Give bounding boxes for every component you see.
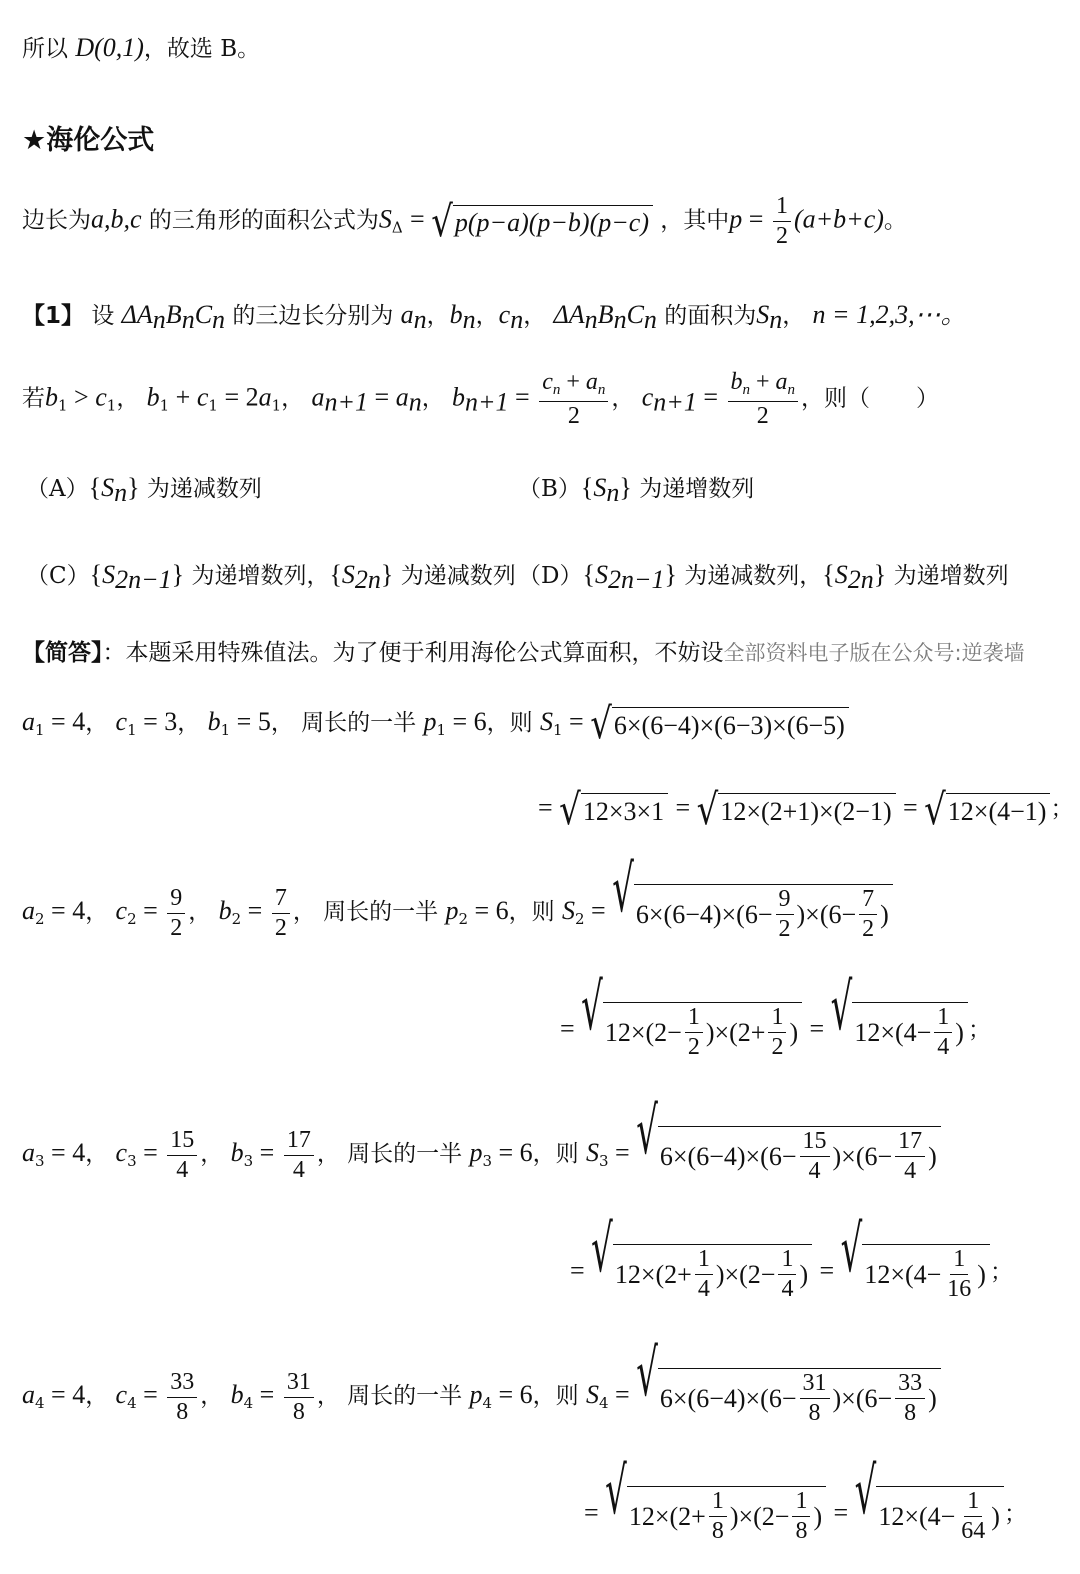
- option-a-text: 为递减数列: [146, 476, 262, 502]
- problem-conditions: 若$b_1 > c_1$， $b_1 + c_1 = 2a_1$， $a_{n+1} = a_n$， $b_{n+1}$ = $\frac{c_n + a_n}{2}$ ， $c_{n+1}$ = $\frac{b_n + a_n}{2}$ ，则（ ）: [22, 369, 940, 429]
- step-3-sqrt-2b: √ 12×(4− $\frac{1}{16}$ ): [841, 1244, 990, 1302]
- step-1-line-1: $a_1 = 4$， $c_1 = 3$， $b_1 = 5$， 周长的一半 $p_1 = 6$，则 $S_1$ = √ 6×(6−4)×(6−3)×(6−5): [22, 704, 849, 741]
- step-2-c-fraction: [167, 886, 185, 941]
- formula-p-expr: (a+b+c): [793, 204, 884, 234]
- step-4-sqrt: √ 6×(6−4)×(6− $\frac{31}{8}$ )×(6− $\frac{33}{8}$ ): [636, 1368, 941, 1426]
- step-1-radicand-2c: 12×(4−1): [946, 793, 1051, 827]
- step-4-c-fraction: [167, 1370, 197, 1425]
- step-4-b-fraction: [284, 1370, 314, 1425]
- step-3-a: 4: [72, 1138, 86, 1168]
- step-2-a: 4: [72, 896, 86, 926]
- step-3-line-1: $a_3 = 4$， $c_3$ = $\frac{15}{4}$ ， $b_3$ = $\frac{17}{4}$ ， 周长的一半 $p_3 = 6$，则 $S_3$ = √ 6×(6−4)×(6− $\frac{15}{4}$ )×(6− $\frac{17}{4}$ ): [22, 1126, 941, 1184]
- step-3-sqrt: √ 6×(6−4)×(6− $\frac{15}{4}$ )×(6− $\frac{17}{4}$ ): [636, 1126, 941, 1184]
- formula-where: ，其中: [660, 207, 730, 234]
- step-1-sqrt-2a: √ 12×3×1: [559, 793, 668, 827]
- step-3-c-fraction: [167, 1128, 197, 1183]
- answer-text: ：本题采用特殊值法。为了便于利用海伦公式算面积，不妨设: [102, 640, 724, 666]
- c-recurrence-fraction: $\frac{b_n + a_n}{2}$: [728, 370, 799, 429]
- step-2-sqrt-2b: √ 12×(4− $\frac{1}{4}$ ): [831, 1002, 968, 1060]
- option-d-text-2: 为递增数列: [893, 563, 1009, 589]
- formula-half-fraction: $\frac{1}{2}$: [773, 194, 791, 249]
- step-3-then: 则: [555, 1141, 579, 1168]
- problem-text-b: 的三边长分别为: [232, 303, 394, 329]
- step-4-line-2: = √ 12×(2+ $\frac{1}{8}$ )×(2− $\frac{1}{8}$ ) = √ 12×(4− $\frac{1}{64}$ ) ；: [584, 1454, 1027, 1545]
- formula-pre: 边长为: [22, 207, 91, 234]
- option-b-text: 为递增数列: [639, 476, 755, 502]
- step-4-sqrt-2a: √ 12×(2+ $\frac{1}{8}$ )×(2− $\frac{1}{8}$ ): [605, 1486, 826, 1544]
- step-2-b-den: 2: [274, 914, 287, 941]
- step-3-c-num: 15: [167, 1128, 197, 1156]
- step-2-sqrt: √ 6×(6−4)×(6− $\frac{9}{2}$ )×(6− $\frac{7}{2}$ ): [612, 884, 893, 942]
- section-heading: ★海伦公式: [22, 125, 155, 156]
- step-1-half: 周长的一半: [301, 710, 417, 736]
- step-3-p: 6: [519, 1138, 533, 1168]
- step-3-line-2: = √ 12×(2+ $\frac{1}{4}$ )×(2− $\frac{1}{4}$ ) = √ 12×(4− $\frac{1}{16}$ ) ；: [570, 1212, 1013, 1303]
- formula-radicand: p(p−a)(p−b)(p−c): [453, 205, 653, 239]
- step-4-a: 4: [72, 1380, 86, 1410]
- step-1-p: 6: [473, 707, 487, 736]
- step-3-c-den: 4: [176, 1156, 189, 1183]
- step-1-sqrt-2b: √ 12×(2+1)×(2−1): [697, 793, 896, 827]
- step-4-half: 周长的一半: [347, 1383, 463, 1410]
- step-3-half: 周长的一半: [347, 1141, 463, 1168]
- option-a-label: （A）: [26, 476, 89, 502]
- problem-statement: 【1】 设 $\Delta A_nB_nC_n$ 的三边长分别为 $a_n$，$b_n$，$c_n$， $\Delta A_nB_nC_n$ 的面积为$S_n$， n = 1,2,3,⋯。: [22, 300, 967, 334]
- problem-text-a: 设: [91, 303, 115, 329]
- option-d[interactable]: $(D)\{S_{2n-1}\}$ 为递减数列，$\{S_{2n}\}$ 为递增数列: [518, 560, 1009, 594]
- step-4-sqrt-2b: √ 12×(4− $\frac{1}{64}$ ): [855, 1486, 1004, 1544]
- step-4-then: 则: [555, 1383, 579, 1410]
- step-3-sqrt-2a: √ 12×(2+ $\frac{1}{4}$ )×(2− $\frac{1}{4}$ ): [591, 1244, 812, 1302]
- step-1-radicand: 6×(6−4)×(6−3)×(6−5): [612, 707, 849, 741]
- step-1-a: 4: [72, 707, 86, 736]
- step-1-b: 5: [257, 707, 271, 736]
- formula-vars: a,b,c: [91, 204, 142, 234]
- step-2-half: 周长的一半: [323, 899, 439, 926]
- watermark-text: 全部资料电子版在公众号:逆袭墙: [723, 641, 1025, 665]
- step-1-c: 3: [164, 707, 178, 736]
- step-4-b-num: 31: [284, 1370, 314, 1398]
- step-4-c-den: 8: [176, 1398, 189, 1425]
- step-3-b-num: 17: [284, 1128, 314, 1156]
- step-3-b-den: 4: [292, 1156, 305, 1183]
- formula-end: 。: [883, 207, 907, 234]
- step-1-radicand-2b: 12×(2+1)×(2−1): [718, 793, 895, 827]
- option-c-text-1: 为递增数列，: [191, 563, 330, 589]
- step-2-p: 6: [495, 896, 509, 926]
- step-2-c-den: 2: [170, 914, 183, 941]
- step-1-sqrt-2c: √ 12×(4−1): [924, 793, 1050, 827]
- intro-line: [22, 30, 260, 63]
- option-d-label: （D）: [518, 563, 583, 589]
- problem-number: 【1】: [22, 303, 85, 329]
- step-1-then: 则: [509, 710, 533, 736]
- problem-n-range: n = 1,2,3,⋯。: [812, 300, 967, 329]
- answer-line: [22, 634, 1025, 667]
- step-4-c-num: 33: [167, 1370, 197, 1398]
- option-a[interactable]: $(A)\{S_n\}$ 为递减数列: [26, 473, 262, 507]
- step-4-b-den: 8: [292, 1398, 305, 1425]
- formula-mid: 的三角形的面积公式为: [148, 207, 379, 234]
- step-1-radicand-2a: 12×3×1: [581, 793, 668, 827]
- problem-triangle: ΔA: [121, 300, 153, 329]
- step-4-p: 6: [519, 1380, 533, 1410]
- step-4-line-1: $a_4 = 4$， $c_4$ = $\frac{33}{8}$ ， $b_4$ = $\frac{31}{8}$ ， 周长的一半 $p_4 = 6$，则 $S_4$ = √ 6×(6−4)×(6− $\frac{31}{8}$ )×(6− $\frac{33}{8}$ ): [22, 1368, 941, 1426]
- problem-text-c: 的面积为: [664, 303, 757, 329]
- option-c-label: （C）: [26, 563, 90, 589]
- option-c-text-2: 为递减数列: [400, 563, 516, 589]
- step-2-then: 则: [531, 899, 555, 926]
- option-b[interactable]: $(B)\{S_n\}$ 为递增数列: [518, 473, 755, 507]
- option-b-label: （B）: [518, 476, 581, 502]
- formula-area: S: [378, 204, 392, 234]
- option-d-text-1: 为递减数列，: [684, 563, 823, 589]
- intro-point: D(0,1): [75, 33, 144, 62]
- step-2-sqrt-2a: √ 12×(2− $\frac{1}{2}$ )×(2+ $\frac{1}{2}$ ): [581, 1002, 802, 1060]
- step-2-b-fraction: [272, 886, 290, 941]
- step-2-line-2: = √ 12×(2− $\frac{1}{2}$ )×(2+ $\frac{1}{2}$ ) = √ 12×(4− $\frac{1}{4}$ ) ；: [560, 970, 991, 1061]
- step-3-b-fraction: [284, 1128, 314, 1183]
- condition-prefix: 若: [22, 385, 45, 412]
- condition-then: ，则（ ）: [801, 385, 940, 412]
- step-1-line-2: = √ 12×3×1 = √ 12×(2+1)×(2−1) = √ 12×(4−1) ；: [538, 785, 1074, 835]
- answer-label: 【简答】: [22, 640, 103, 666]
- intro-text: 所以: [22, 36, 68, 62]
- step-1-sqrt: √ 6×(6−4)×(6−3)×(6−5): [590, 707, 849, 741]
- b-recurrence-fraction: $\frac{c_n + a_n}{2}$: [539, 370, 608, 429]
- heron-formula-line: 边长为a,b,c 的三角形的面积公式为$S_\Delta$ = √ p(p−a)(p−b)(p−c) ，其中p = $\frac{1}{2}$ (a+b+c)。: [22, 193, 907, 250]
- intro-tail: ，故选 B。: [143, 36, 261, 62]
- step-2-line-1: $a_2 = 4$， $c_2$ = $\frac{9}{2}$ ， $b_2$ = $\frac{7}{2}$ ， 周长的一半 $p_2 = 6$，则 $S_2$ = √ 6×(6−4)×(6− $\frac{9}{2}$ )×(6− $\frac{7}{2}$ ): [22, 884, 893, 942]
- step-2-c-num: 9: [167, 886, 185, 914]
- formula-sqrt: √ p(p−a)(p−b)(p−c): [431, 205, 653, 239]
- option-c[interactable]: $(C)\{S_{2n-1}\}$ 为递增数列，$\{S_{2n}\}$ 为递减数列: [26, 560, 516, 594]
- step-2-b-num: 7: [272, 886, 290, 914]
